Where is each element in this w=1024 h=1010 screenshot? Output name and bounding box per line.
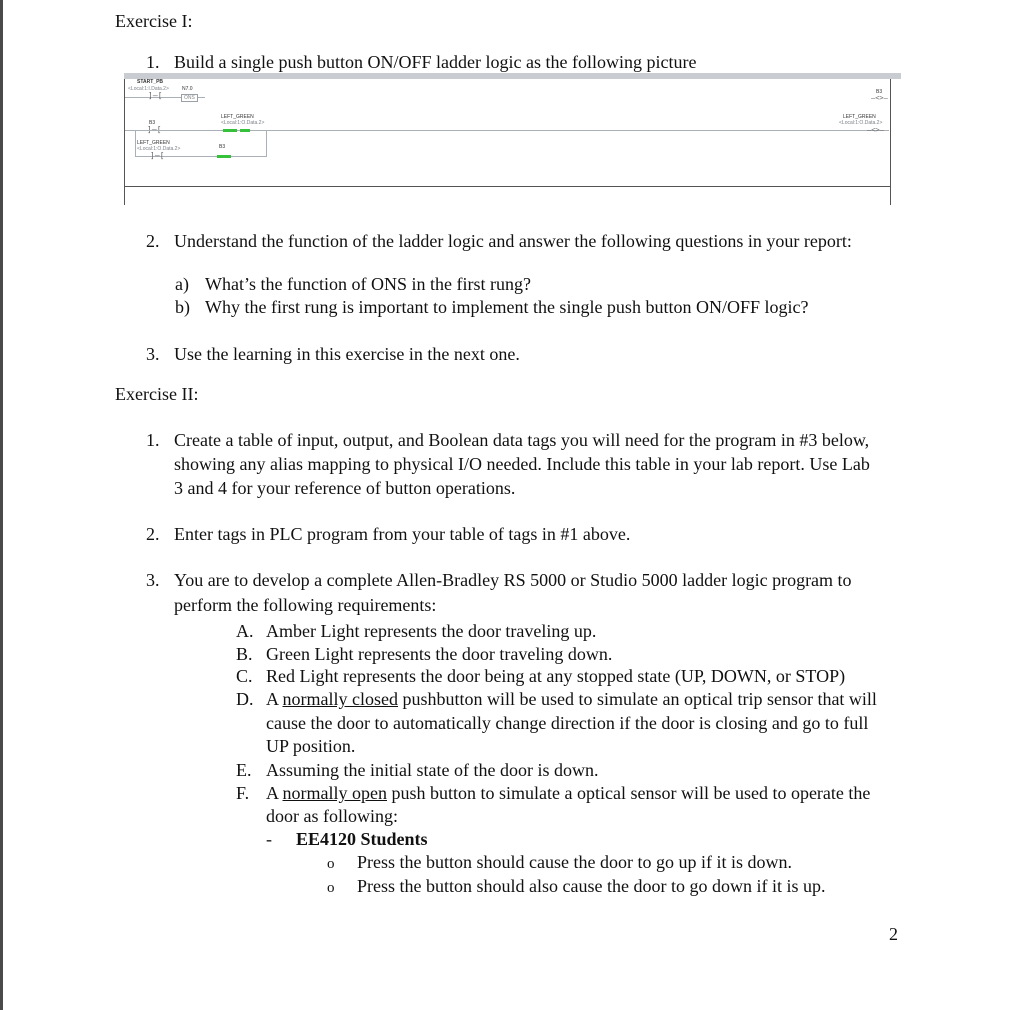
- ex1-item-2: [146, 231, 852, 252]
- tag-left-green-coil-address: <Local:1:O.Data.2>: [839, 120, 883, 126]
- ex2-item-1: [146, 430, 869, 451]
- question-label: a): [175, 274, 189, 294]
- tag-n7: N7.0: [182, 86, 193, 92]
- req-text: Red Light represents the door being at any stopped state (UP, DOWN, or STOP): [266, 666, 846, 686]
- bullet-text: Press the button should also cause the door to go down if it is up.: [357, 876, 826, 896]
- ex2-item-2: [146, 524, 630, 545]
- students-label: EE4120 Students: [296, 829, 428, 849]
- left-green-coil: ‒<>‒: [867, 126, 884, 134]
- ladder-logic-figure: [124, 73, 892, 205]
- ex2-item-1-line-3: 3 and 4 for your reference of button operations.: [174, 478, 516, 498]
- circle-bullet: o: [327, 880, 335, 896]
- question-b: [175, 297, 808, 318]
- question-text: What’s the function of ONS in the first rung?: [205, 274, 531, 294]
- req-label: D.: [236, 689, 254, 709]
- end-rung-line: [124, 186, 891, 187]
- window-left-border: [0, 0, 3, 1010]
- bullet-item-1: [327, 852, 792, 873]
- requirement-d-line-3: UP position.: [266, 736, 356, 756]
- requirement-b: [236, 644, 612, 665]
- left-green-branch-contact: ]‒[: [150, 151, 165, 160]
- list-text: Enter tags in PLC program from your table of tags in #1 above.: [174, 524, 631, 544]
- list-text: You are to develop a complete Allen-Bradley RS 5000 or Studio 5000 ladder logic program to: [174, 570, 852, 590]
- ex1-item-1: [146, 52, 696, 73]
- tag-start-pb-address: <Local:1:I.Data.2>: [128, 86, 169, 92]
- list-text: Create a table of input, output, and Boolean data tags you will need for the program in #3 below,: [174, 430, 870, 450]
- req-underlined-text: normally open: [282, 783, 387, 803]
- list-number: 3.: [146, 344, 160, 364]
- branch-left: [135, 130, 136, 156]
- question-label: b): [175, 297, 190, 317]
- branch-right: [266, 130, 267, 156]
- b3-coil: ‒<>‒: [871, 94, 888, 102]
- req-label: E.: [236, 760, 252, 780]
- list-number: 2.: [146, 524, 160, 544]
- list-number: 2.: [146, 231, 160, 251]
- requirement-e: [236, 760, 598, 781]
- tag-b3-coil: B3: [876, 89, 883, 95]
- list-text: Build a single push button ON/OFF ladder logic as the following picture: [174, 52, 697, 72]
- left-green-contact-active-b: [240, 129, 250, 132]
- exercise-1-title: Exercise I:: [115, 11, 193, 31]
- ons-box: ONS: [181, 94, 198, 102]
- start-pb-contact: ]‒[: [148, 91, 163, 100]
- req-text-pre: A: [266, 783, 283, 803]
- req-label: C.: [236, 666, 253, 686]
- bullet-item-2: [327, 876, 825, 897]
- requirement-d: [236, 689, 877, 710]
- list-number: 1.: [146, 52, 160, 72]
- list-text: Use the learning in this exercise in the next one.: [174, 344, 520, 364]
- tag-left-green-top-address: <Local:1:O.Data.2>: [221, 120, 265, 126]
- question-a: [175, 274, 531, 295]
- figure-top-bar: [124, 73, 901, 79]
- circle-bullet: o: [327, 856, 335, 872]
- tag-left-green-top: LEFT_GREEN: [221, 114, 254, 120]
- tag-b3-branch: B3: [219, 144, 226, 150]
- list-number: 1.: [146, 430, 160, 450]
- list-number: 3.: [146, 570, 160, 590]
- students-heading: [266, 829, 428, 850]
- req-text-post: push button to simulate a optical sensor will be used to operate the: [387, 783, 871, 803]
- page-number: 2: [889, 924, 898, 944]
- bullet-text: Press the button should cause the door to go up if it is down.: [357, 852, 792, 872]
- requirement-d-line-2: cause the door to automatically change direction if the door is closing and go to full: [266, 713, 869, 733]
- req-text: Amber Light represents the door traveling up.: [266, 621, 597, 641]
- b3-branch-contact-active: [217, 155, 231, 158]
- ex2-item-3-line-2: perform the following requirements:: [174, 595, 437, 615]
- req-underlined-text: normally closed: [282, 689, 398, 709]
- requirement-a: [236, 621, 596, 642]
- list-text: Understand the function of the ladder logic and answer the following questions in your report:: [174, 231, 852, 251]
- left-green-contact-active-a: [223, 129, 237, 132]
- req-label: F.: [236, 783, 250, 803]
- req-label: A.: [236, 621, 254, 641]
- dash-bullet: -: [266, 829, 272, 849]
- req-text-post: pushbutton will be used to simulate an optical trip sensor that will: [398, 689, 877, 709]
- ex2-item-1-line-2: showing any alias mapping to physical I/O needed. Include this table in your lab report. Use Lab: [174, 454, 870, 474]
- tag-left-green-r3-address: <Local:1:O.Data.2>: [137, 146, 181, 152]
- tag-left-green-r3: LEFT_GREEN: [137, 140, 170, 146]
- ex1-item-3: [146, 344, 520, 365]
- ex2-item-3: [146, 570, 852, 591]
- req-text: Green Light represents the door traveling down.: [266, 644, 613, 664]
- req-text: Assuming the initial state of the door is down.: [266, 760, 599, 780]
- req-text-pre: A: [266, 689, 283, 709]
- exercise-2-title: Exercise II:: [115, 384, 199, 404]
- requirement-c: [236, 666, 845, 687]
- requirement-f-line-2: door as following:: [266, 806, 398, 826]
- requirement-f: [236, 783, 870, 804]
- req-label: B.: [236, 644, 253, 664]
- tag-start-pb: START_PB: [137, 79, 164, 85]
- tag-left-green-coil: LEFT_GREEN: [843, 114, 876, 120]
- tag-b3-rung1: B3: [149, 120, 156, 126]
- question-text: Why the first rung is important to implement the single push button ON/OFF logic?: [205, 297, 809, 317]
